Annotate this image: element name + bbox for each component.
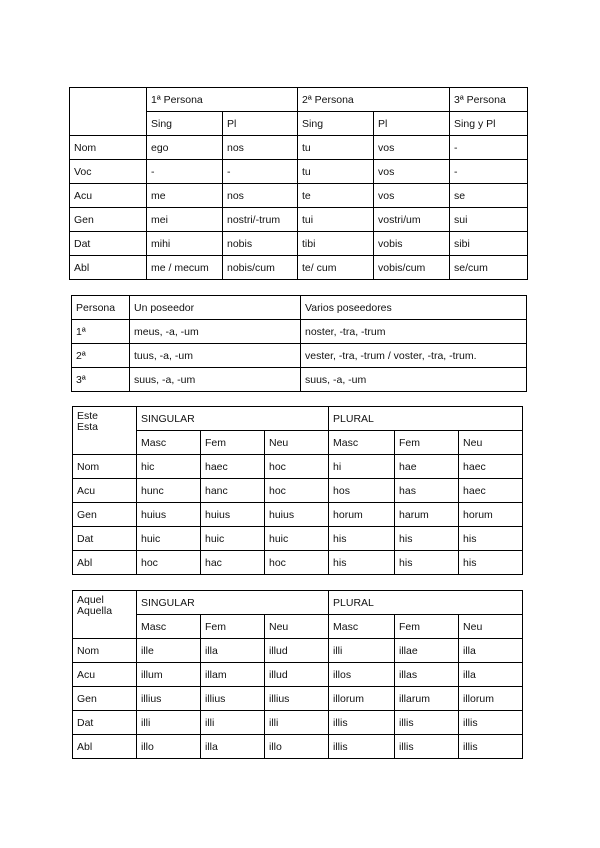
table-row [73,735,523,759]
subheader-cell: Sing [147,112,223,136]
header-second-person: 2ª Persona [298,88,450,112]
table-cell: nos [223,136,298,160]
table-row [70,256,528,280]
table-cell: hanc [201,479,265,503]
table-cell: his [459,527,523,551]
case-label: Abl [70,256,147,280]
subheader-cell: Pl [223,112,298,136]
case-label: Acu [73,479,137,503]
table-cell: - [450,136,528,160]
table-cell: vos [374,184,450,208]
table-cell: huic [137,527,201,551]
header-third-person: 3ª Persona [450,88,528,112]
table-cell: hos [329,479,395,503]
header-plural: PLURAL [329,407,523,431]
table-cell: hoc [265,551,329,575]
table-cell: te [298,184,374,208]
header-many-owners: Varios poseedores [301,296,527,320]
table-cell: se/cum [450,256,528,280]
table-cell: haec [459,479,523,503]
table-cell: illorum [329,687,395,711]
table-cell: tibi [298,232,374,256]
table-subheader-row [73,431,523,455]
table-cell: vos [374,136,450,160]
table-cell: huius [265,503,329,527]
table-cell: illam [201,663,265,687]
corner-label [73,407,137,455]
table-cell: hac [201,551,265,575]
table-cell: illorum [459,687,523,711]
table-cell: illud [265,639,329,663]
subheader-cell: Sing [298,112,374,136]
table-row [70,160,528,184]
gender-header: Masc [137,615,201,639]
table-cell: me / mecum [147,256,223,280]
case-label: Gen [73,503,137,527]
corner-label-line: Aquella [77,605,113,617]
table-subheader-row [73,615,523,639]
subheader-cell: Sing y Pl [450,112,528,136]
table-cell: illis [459,735,523,759]
table-cell: illa [201,735,265,759]
table-cell: huic [201,527,265,551]
table-cell: suus, -a, -um [301,368,527,392]
table-cell: hunc [137,479,201,503]
table-row [73,527,523,551]
header-person: Persona [72,296,130,320]
gender-header: Fem [201,431,265,455]
table-row [70,208,528,232]
table-cell: illo [265,735,329,759]
table-cell: me [147,184,223,208]
gender-header: Neu [459,431,523,455]
table-cell: huius [137,503,201,527]
table-row [70,184,528,208]
gender-header: Neu [265,431,329,455]
corner-label-line: Este [77,410,99,422]
table-cell: sibi [450,232,528,256]
header-plural: PLURAL [329,591,523,615]
table-cell: illi [137,711,201,735]
table-cell: haec [459,455,523,479]
gender-header: Masc [329,431,395,455]
case-label: Dat [73,527,137,551]
table-row [73,711,523,735]
table-cell: his [459,551,523,575]
table-cell: huic [265,527,329,551]
table-row [73,479,523,503]
table-cell: illis [395,735,459,759]
table-header-row [70,88,528,112]
case-label: Voc [70,160,147,184]
table-cell: illa [459,639,523,663]
table-header-row [73,591,523,615]
table-cell: vobis [374,232,450,256]
empty-corner-cell [70,88,147,136]
case-label: Abl [73,735,137,759]
table-row [72,320,527,344]
table-cell: - [223,160,298,184]
table-row [70,136,528,160]
table-cell: sui [450,208,528,232]
gender-header: Neu [459,615,523,639]
table-cell: meus, -a, -um [130,320,301,344]
case-label: Gen [73,687,137,711]
case-label: Acu [73,663,137,687]
subheader-cell: Pl [374,112,450,136]
table-cell: illum [137,663,201,687]
table-cell: vobis/cum [374,256,450,280]
table-cell: illius [137,687,201,711]
gender-header: Neu [265,615,329,639]
case-label: Nom [70,136,147,160]
table-cell: harum [395,503,459,527]
case-label: Dat [73,711,137,735]
table-cell: nos [223,184,298,208]
table-cell: nostri/-trum [223,208,298,232]
table-cell: illi [201,711,265,735]
gender-header: Fem [395,431,459,455]
table-cell: noster, -tra, -trum [301,320,527,344]
table-cell: illarum [395,687,459,711]
gender-header: Masc [137,431,201,455]
table-cell: nobis/cum [223,256,298,280]
table-cell: - [147,160,223,184]
table-cell: vos [374,160,450,184]
table-cell: vester, -tra, -trum / voster, -tra, -trum. [301,344,527,368]
table-cell: tuus, -a, -um [130,344,301,368]
table-cell: ego [147,136,223,160]
table-cell: illae [395,639,459,663]
table-cell: tu [298,160,374,184]
table-cell: hae [395,455,459,479]
table-cell: hi [329,455,395,479]
table-cell: mihi [147,232,223,256]
table-cell: nobis [223,232,298,256]
table-cell: illi [265,711,329,735]
gender-header: Masc [329,615,395,639]
table-cell: illis [395,711,459,735]
table-row [73,551,523,575]
table-cell: mei [147,208,223,232]
corner-label-line: Aquel [77,594,104,606]
case-label: Acu [70,184,147,208]
header-one-owner: Un poseedor [130,296,301,320]
table-row [70,232,528,256]
person-label: 1ª [72,320,130,344]
table-cell: illas [395,663,459,687]
case-label: Gen [70,208,147,232]
table-cell: his [329,527,395,551]
header-singular: SINGULAR [137,591,329,615]
table-cell: vostri/um [374,208,450,232]
case-label: Dat [70,232,147,256]
person-label: 2ª [72,344,130,368]
table-cell: hoc [265,455,329,479]
table-cell: his [329,551,395,575]
corner-label [73,591,137,639]
table-header-row [72,296,527,320]
table-cell: illi [329,639,395,663]
header-singular: SINGULAR [137,407,329,431]
table-cell: hoc [137,551,201,575]
table-cell: illis [329,711,395,735]
table-cell: tu [298,136,374,160]
table-row [73,455,523,479]
table-cell: illis [329,735,395,759]
table-cell: his [395,551,459,575]
table-cell: - [450,160,528,184]
possessives-table [71,295,527,392]
table-cell: illa [459,663,523,687]
table-cell: tui [298,208,374,232]
demonstrative-hic-table [72,406,523,575]
table-row [72,344,527,368]
table-cell: illius [201,687,265,711]
table-cell: has [395,479,459,503]
table-header-row [73,407,523,431]
gender-header: Fem [201,615,265,639]
table-cell: hic [137,455,201,479]
table-cell: horum [459,503,523,527]
table-cell: his [395,527,459,551]
gender-header: Fem [395,615,459,639]
table-cell: hoc [265,479,329,503]
corner-label-line: Esta [77,421,99,433]
personal-pronouns-table [69,87,528,280]
table-cell: haec [201,455,265,479]
table-cell: illo [137,735,201,759]
table-cell: illis [459,711,523,735]
table-row [73,687,523,711]
header-first-person: 1ª Persona [147,88,298,112]
table-cell: huius [201,503,265,527]
case-label: Abl [73,551,137,575]
table-cell: illius [265,687,329,711]
table-cell: illud [265,663,329,687]
table-row [73,503,523,527]
table-cell: te/ cum [298,256,374,280]
table-cell: se [450,184,528,208]
table-cell: illos [329,663,395,687]
table-row [73,663,523,687]
table-row [72,368,527,392]
table-row [73,639,523,663]
table-cell: ille [137,639,201,663]
demonstrative-ille-table [72,590,523,759]
table-cell: horum [329,503,395,527]
table-cell: illa [201,639,265,663]
case-label: Nom [73,455,137,479]
person-label: 3ª [72,368,130,392]
table-cell: suus, -a, -um [130,368,301,392]
case-label: Nom [73,639,137,663]
